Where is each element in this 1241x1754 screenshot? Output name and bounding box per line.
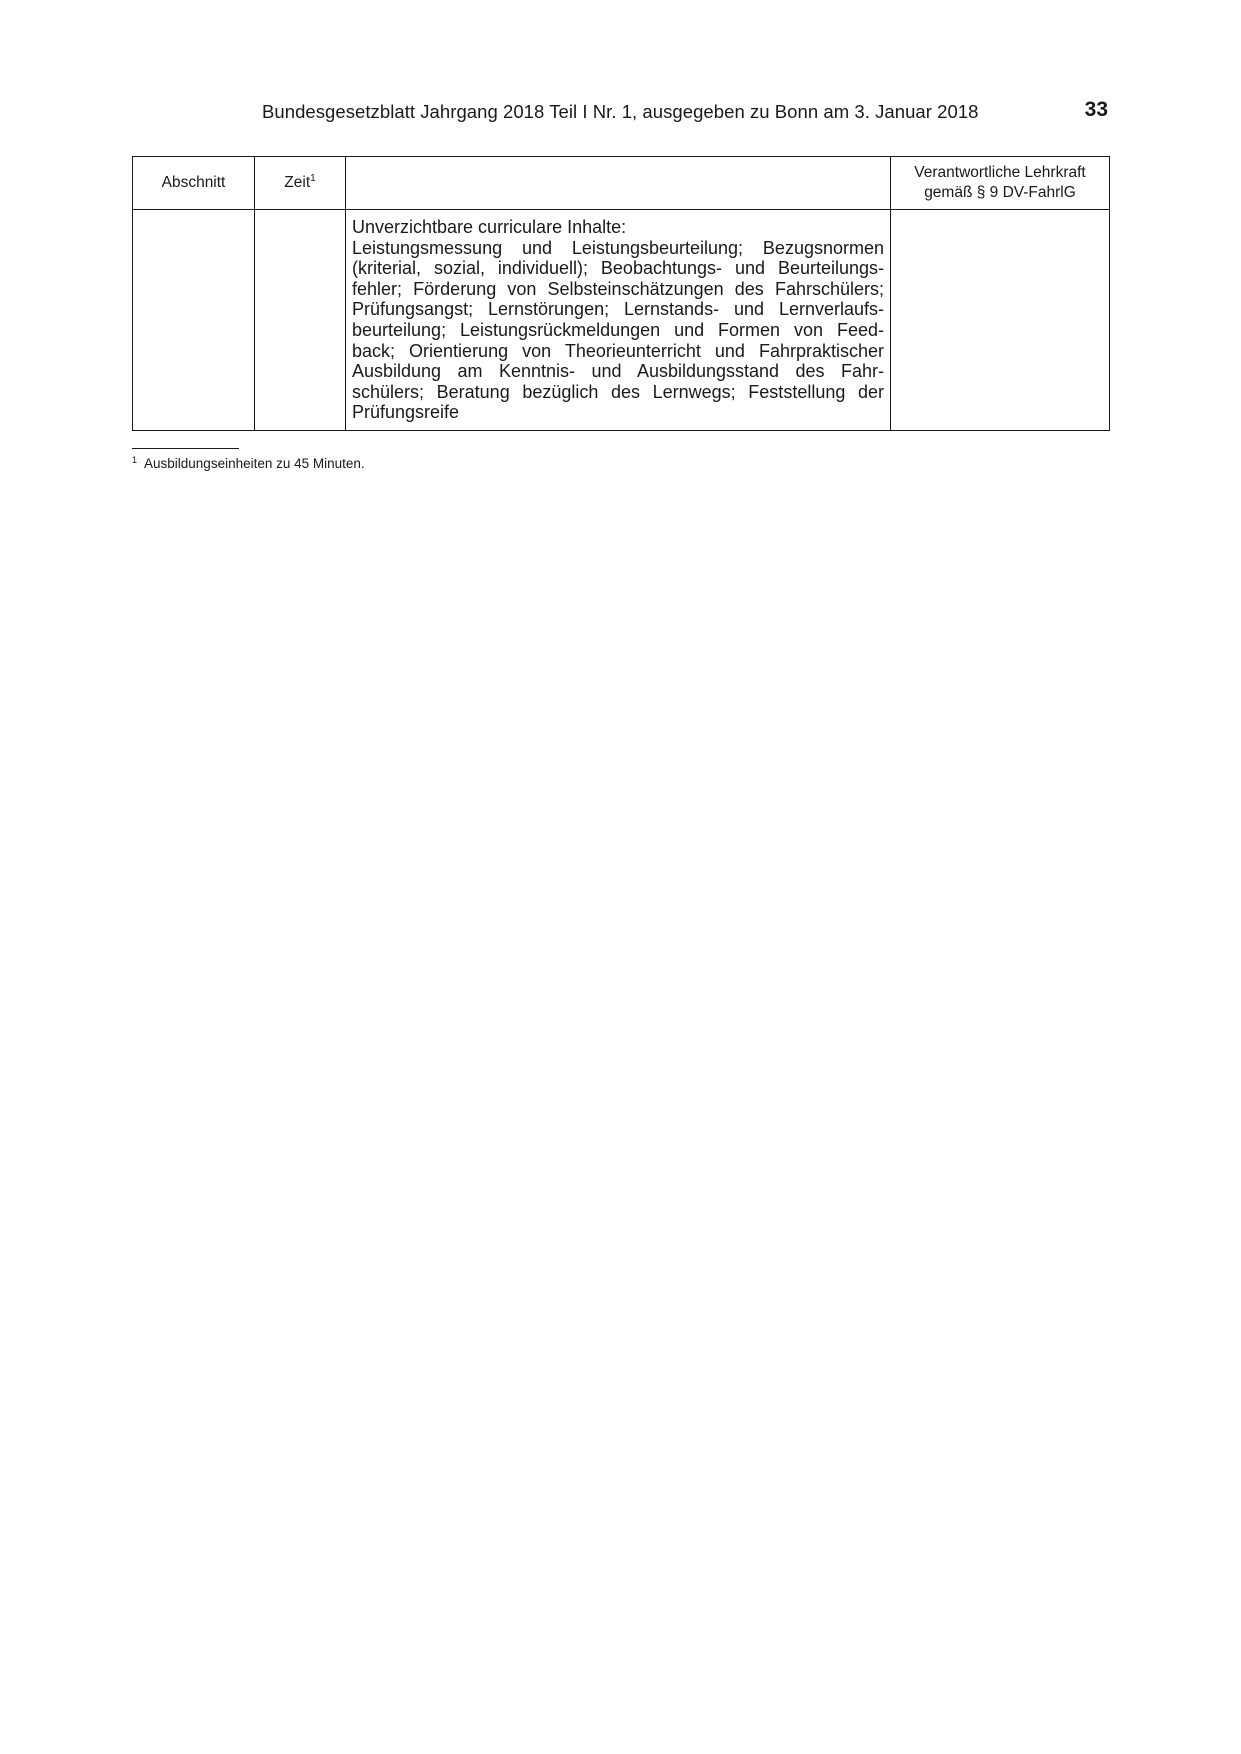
cell-zeit (255, 210, 346, 431)
page-number: 33 (1084, 98, 1108, 121)
column-header-abschnitt (133, 157, 255, 210)
page-header-title: Bundesgesetzblatt Jahrgang 2018 Teil I Nr. 1, ausgegeben zu Bonn am 3. Januar 2018 (262, 101, 979, 122)
content-line: fehler; Förderung von Selbsteinschätzungen des Fahrschülers; (352, 278, 884, 299)
column-header-abschnitt-label: Abschnitt (161, 174, 226, 191)
table-header-row (133, 157, 1110, 210)
footnote-text: Ausbildungseinheiten zu 45 Minuten. (144, 456, 365, 471)
content-line: Ausbildung am Kenntnis- und Ausbildungsstand des Fahr- (352, 361, 884, 382)
cell-lehrkraft (891, 210, 1110, 431)
column-header-lehrkraft (891, 157, 1110, 210)
footnote-reference: 1 (310, 172, 316, 184)
column-header-content (346, 157, 891, 210)
content-line: back; Orientierung von Theorieunterricht und Fahrpraktischer (352, 340, 884, 361)
column-header-zeit (255, 157, 346, 210)
footnote (132, 455, 365, 473)
content-line: Leistungsmessung und Leistungsbeurteilung; Bezugsnormen (352, 237, 884, 258)
content-line: (kriterial, sozial, individuell); Beobachtungs- und Beurteilungs- (352, 258, 884, 279)
content-line: beurteilung; Leistungsrückmeldungen und Formen von Feed- (352, 320, 884, 340)
content-line: Unverzichtbare curriculare Inhalte: (352, 217, 627, 238)
footnote-divider (132, 448, 239, 449)
curriculum-table (132, 156, 1110, 431)
cell-abschnitt (133, 210, 255, 431)
cell-content (346, 210, 891, 431)
column-header-lehrkraft-line1: Verantwortliche Lehrkraft (914, 164, 1086, 181)
footnote-mark: 1 (132, 454, 138, 465)
content-line: Prüfungsreife (352, 402, 460, 423)
column-header-zeit-label: Zeit (284, 174, 311, 191)
content-line: schülers; Beratung bezüglich des Lernwegs; Feststellung der (352, 381, 884, 402)
column-header-lehrkraft-line2: gemäß § 9 DV-FahrlG (924, 184, 1076, 201)
table-row (133, 210, 1110, 431)
content-line: Prüfungsangst; Lernstörungen; Lernstands- und Lernverlaufs- (352, 299, 884, 320)
